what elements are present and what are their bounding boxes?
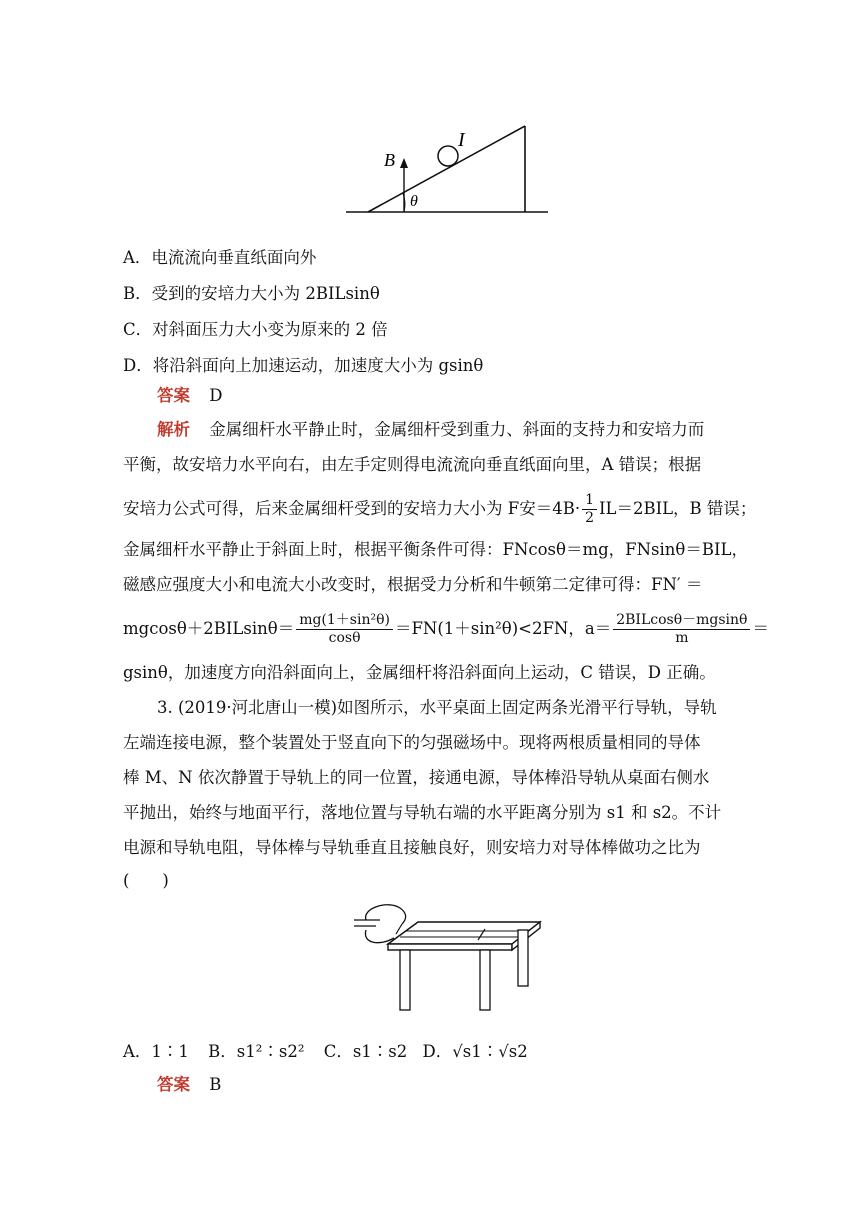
q3-option-c: C．s1∶s2 bbox=[323, 1042, 408, 1061]
question3-line-2: 左端连接电源，整个装置处于竖直向下的匀强磁场中。现将两根质量相同的导体 bbox=[123, 733, 701, 752]
fraction-2: $\frac{\text{2BILcosθ－mgsinθ}}{m}$ bbox=[613, 612, 750, 647]
analysis-line-1: 解析 金属细杆水平静止时，金属细杆受到重力、斜面的支持力和安培力而 bbox=[157, 420, 705, 439]
answer3-label: 答案 bbox=[157, 1075, 190, 1094]
fraction-half: $\frac{1}{2}$ bbox=[582, 492, 597, 527]
fraction-1: $\frac{\text{mg(1＋sin²θ)}}{\cos\theta}$ bbox=[296, 612, 393, 647]
q3-option-d: D．√s1∶√s2 bbox=[422, 1042, 528, 1061]
answer3-row bbox=[157, 1072, 221, 1098]
analysis-line-2: 平衡，故安培力水平向右，由左手定则得电流流向垂直纸面向里，A 错误；根据 bbox=[123, 455, 702, 474]
analysis-line-3: 安培力公式可得，后来金属细杆受到的安培力大小为 F安＝4B· $\frac{1}{2}$ IL＝2BIL，B 错误； bbox=[123, 492, 757, 526]
question3-line-1: 3. (2019·河北唐山一模)如图所示，水平桌面上固定两条光滑平行导轨，导轨 bbox=[157, 698, 717, 717]
analysis-label: 解析 bbox=[157, 420, 190, 439]
label-I: I bbox=[458, 129, 465, 151]
option-a: A．电流流向垂直纸面向外 bbox=[123, 248, 317, 267]
label-theta: θ bbox=[410, 193, 418, 210]
option-d: D．将沿斜面向上加速运动，加速度大小为 gsinθ bbox=[123, 356, 484, 375]
answer3-value: B bbox=[209, 1075, 222, 1094]
option-c: C．对斜面压力大小变为原来的 2 倍 bbox=[123, 320, 388, 339]
label-B: B bbox=[384, 150, 395, 170]
analysis-line-7: gsinθ，加速度方向沿斜面向上，金属细杆将沿斜面向上运动，C 错误，D 正确。 bbox=[123, 663, 716, 682]
incline-figure bbox=[340, 118, 555, 218]
q3-option-b: B．s1²∶s2² bbox=[208, 1042, 305, 1061]
answer-value: D bbox=[209, 386, 223, 405]
answer-label: 答案 bbox=[157, 386, 190, 405]
table-figure bbox=[340, 900, 560, 1015]
analysis-line-5: 磁感应强度大小和电流大小改变时，根据受力分析和牛顿第二定律可得：FN′ ＝ bbox=[123, 575, 703, 594]
option-b: B．受到的安培力大小为 2BILsinθ bbox=[123, 284, 380, 303]
question3-line-6: ( ) bbox=[123, 871, 169, 890]
question3-line-4: 平抛出，始终与地面平行，落地位置与导轨右端的水平距离分别为 s1 和 s2。不计 bbox=[123, 803, 722, 822]
question3-options bbox=[123, 1039, 528, 1065]
analysis-line-4: 金属细杆水平静止于斜面上时，根据平衡条件可得：FNcosθ＝mg，FNsinθ＝BIL， bbox=[123, 540, 748, 559]
question3-line-5: 电源和导轨电阻，导体棒与导轨垂直且接触良好，则安培力对导体棒做功之比为 bbox=[123, 838, 701, 857]
answer-row bbox=[157, 383, 222, 409]
question3-line-3: 棒 M、N 依次静置于导轨上的同一位置，接通电源，导体棒沿导轨从桌面右侧水 bbox=[123, 768, 710, 787]
q3-option-a: A．1∶1 bbox=[123, 1042, 189, 1061]
analysis-line-6: mgcosθ＋2BILsinθ＝ $\frac{\text{mg(1＋sin²θ)}}{\cos\theta}$ ＝FN(1＋sin²θ)<2FN，a＝ $\frac{\text{2BILcosθ－mgsinθ}}{m}$ ＝ bbox=[123, 612, 769, 646]
